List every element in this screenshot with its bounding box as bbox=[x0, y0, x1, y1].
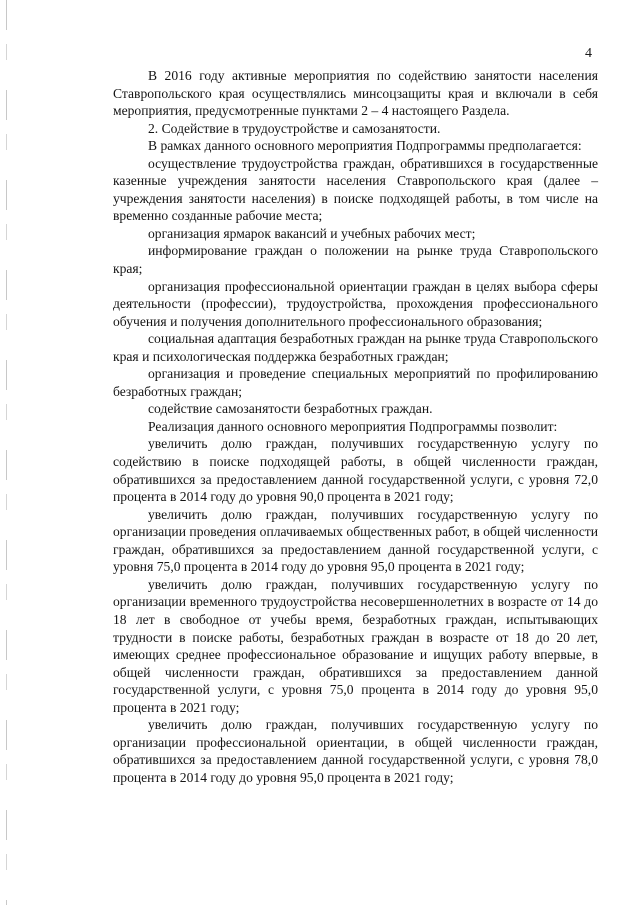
list-item: содействие самозанятости безработных граждан. bbox=[148, 401, 433, 417]
list-item: организация профессиональной ориентации граждан в целях выбора сферы деятельности (профессии), трудоустройства, прохождения профессионального обучения и получения дополнительного профессионального образования; bbox=[113, 278, 598, 329]
page-number: 4 bbox=[585, 46, 592, 61]
document-body bbox=[113, 67, 598, 786]
paragraph-intro: В рамках данного основного мероприятия Подпрограммы предполагается: bbox=[148, 138, 582, 154]
list-item: организация ярмарок вакансий и учебных рабочих мест; bbox=[148, 225, 476, 241]
paragraph-2016-activities: В 2016 году активные мероприятия по содействию занятости населения Ставропольского края осуществлялись минсоцзащиты края и включали в себя мероприятия, предусмотренные пунктами 2 – 4 настоящего Раздела. bbox=[113, 68, 598, 119]
scan-edge-artifact bbox=[6, 0, 7, 905]
list-item: осуществление трудоустройства граждан, обратившихся в государственные казенные учреждения занятости населения Ставропольского края (далее – учреждения занятости населения) в поиске подходящей работы, в том числе на временно созданные рабочие места; bbox=[113, 155, 598, 224]
list-item: увеличить долю граждан, получивших государственную услугу по организации профессиональной ориентации, в общей численности граждан, обратившихся за предоставлением данной государственной услуги, с уровня 78,0 процента в 2014 году до уровня 95,0 процента в 2021 году; bbox=[113, 717, 598, 785]
list-item: социальная адаптация безработных граждан на рынке труда Ставропольского края и психологическая поддержка безработных граждан; bbox=[113, 331, 598, 364]
list-item: увеличить долю граждан, получивших государственную услугу по организации временного трудоустройства несовершеннолетних в возрасте от 14 до 18 лет в свободное от учебы время, безработных граждан, испытывающих трудности в поиске работы, безработных граждан в возрасте от 18 до 20 лет, имеющих среднее профессиональное образование и ищущих работу впервые, в общей численности граждан, обратившихся за предоставлением данной государственной услуги, с уровня 75,0 процента в 2014 году до уровня 95,0 процента в 2021 году; bbox=[113, 576, 598, 715]
paragraph-results-intro: Реализация данного основного мероприятия Подпрограммы позволит: bbox=[148, 418, 558, 434]
list-item: увеличить долю граждан, получивших государственную услугу по содействию в поиске подходящей работы, в общей численности граждан, обратившихся за предоставлением данной государственной услуги, с уровня 72,0 процента в 2014 году до уровня 90,0 процента в 2021 году; bbox=[113, 436, 598, 505]
list-item: увеличить долю граждан, получивших государственную услугу по организации проведения оплачиваемых общественных работ, в общей численности граждан, обратившихся за предоставлением данной государственной услуги, с уровня 75,0 процента в 2014 году до уровня 95,0 процента в 2021 году; bbox=[113, 506, 598, 575]
paragraph-section-heading: 2. Содействие в трудоустройстве и самозанятости. bbox=[148, 120, 441, 136]
list-item: организация и проведение специальных мероприятий по профилированию безработных граждан; bbox=[113, 366, 598, 399]
list-item: информирование граждан о положении на рынке труда Ставропольского края; bbox=[113, 243, 598, 277]
